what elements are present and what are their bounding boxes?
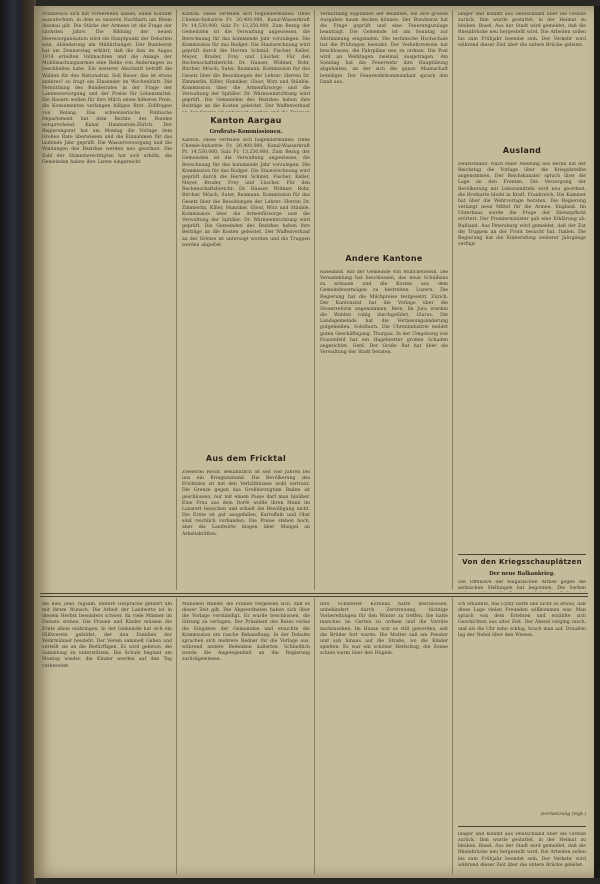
column-rule (176, 10, 177, 590)
feuilleton-end-rule (458, 826, 586, 827)
feuilleton-divider (40, 596, 588, 597)
column-rule (452, 598, 453, 874)
section-subtitle: Großrats-Kommissionen. (209, 129, 283, 135)
column-2-bottom-text: Zweierlei Recht. Bekanntlich ist seit vier Jahren bei uns ein Kriegszustand. Die Bevölkerung des Fricktales ist mit den Verhältnissen wohl vertraut. Die Grenze gegen das Großherzogtum Baden ist geschlossen, nur mit einem Passe darf man hinüber. Eine Frau aus dem Dorfe wollte ihren Mann im Lazarett besuchen und erhielt die Bewilligung nicht. Die Ernte ist gut ausgefallen, Kartoffeln und Obst sind reichlich vorhanden. Die Preise stehen hoch, aber die Landwirte klagen über Mangel an Arbeitskräften. (182, 470, 310, 537)
column-rule (314, 598, 315, 874)
column-rule (314, 10, 315, 590)
column-2-mid-text: Kanton. Diese verteilen sich folgendermaßen: Ohne Chemie-Industrie Fr. 26,400,000, Kanal-Wasserkraft Fr. 14,530,000, Salz Fr. 13,250,000. Zum Bezug der Gemeinden ist die Verwaltung angewiesen, die Berechnung für das kommende Jahr vorzulegen. Die Kommission für das Budget. Die Staatsrechnung wird geprüft durch die Herren Schmid, Fischer, Keller, Meyer, Bruder, Frey und Lüscher. Für den Rechenschaftsbericht: Dr. Hauser, Widmer, Rohr, Bircher, Mösch, Suter, Baumann. Kommission für das Gesetz über die Besoldungen der Lehrer: Herren Dr. Zimmerlin, Killer, Hunziker, Gloor, Wirz und Stäuble. Kommission über die Armenfürsorge und die Verwaltung der Spitäler. Dr. Wärmeeinrichtung wird geprüft. Die Gemeinden des Bezirkes haben ihre Beiträge an die Kosten geleistet. Der Waffenverkauf an der Grenze ist untersagt worden und die Truppen werden abgelöst. (182, 138, 310, 248)
feuilleton-divider (40, 593, 588, 594)
column-4-top-text: länger und kommt aus Deutschland über die Grenze zurück. Ihm wurde gestattet, in der Heimat zu bleiben. Basel. Aus der Stadt wird gemeldet, daß die Rheinbrücke neu hergestellt wird. Die Arbeiten sollen bis zum Frühjahr beendet sein. Der Verkehr wird während dieser Zeit über die untere Brücke geleitet. (458, 12, 586, 48)
section-title-kriegsschauplaetze: Von den Kriegsschauplätzen (462, 558, 582, 566)
section-title-fricktal: Aus dem Fricktal (205, 454, 287, 463)
section-title-kanton-aargau: Kanton Aargau (210, 116, 282, 125)
column-rule (452, 10, 453, 590)
column-2-top-text: Kanton. Diese verteilen sich folgendermaßen: Ohne Chemie-Industrie Fr. 26,400,000, Kanal-Wasserkraft Fr. 14,530,000, Salz Fr. 13,250,000. Zum Bezug der Gemeinden ist die Verwaltung angewiesen, die Berechnung für das kommende Jahr vorzulegen. Die Kommission für das Budget. Die Staatsrechnung wird geprüft durch die Herren Schmid, Fischer, Keller, Meyer, Bruder, Frey und Lüscher. Für den Rechenschaftsbericht: Dr. Hauser, Widmer, Rohr, Bircher, Mösch, Suter, Baumann. Kommission für das Gesetz über die Besoldungen der Lehrer: Herren Dr. Zimmerlin, Killer, Hunziker, Gloor, Wirz und Stäuble. Kommission über die Armenfürsorge und die Verwaltung der Spitäler. Dr. Wärmeeinrichtung wird geprüft. Die Gemeinden des Bezirkes haben ihre Beiträge an die Kosten geleistet. Der Waffenverkauf (182, 12, 310, 110)
column-3-top-text: Vermittlung zugunsten der Beamten, die ihre großen Ausgaben kaum decken können. Der Bundesrat hat die Frage geprüft und eine Teuerungszulage beantragt. Die Gemeinde ist am Sonntag zur Abstimmung eingeladen. Die technische Hochschule hat die Prüfungen beendet. Der Verkehrsverein hat beschlossen, die Fahrpläne neu zu ordnen. Die Post wird an Werktagen zweimal ausgetragen. Am Sonntag hat die Feuerwehr ihre Hauptübung abgehalten, an der sich die ganze Mannschaft beteiligte. Der Feuerwehrkommandant sprach den Dank aus. (320, 12, 448, 85)
feuilleton-column-3: Ihre Schwester Kornelia hatte beschlossen, unbehindert durch Zerstreuung, tüchtige Vorbereitungen für den Winter zu treffen. Sie hatte manches im Garten zu ordnen und die Vorräte nachzusehen. Im Hause war es still geworden, seit die Brüder fort waren. Die Mutter saß am Fenster und sah hinaus auf die Straße, wo die Kinder spielten. Es war ein schöner Herbsttag, die Sonne schien warm über den Hügeln. (320, 602, 448, 657)
continuation-note: (Fortsetzung folgt.) (540, 812, 586, 817)
section-title-ausland: Ausland (502, 146, 542, 155)
section-title-andere-kantone: Andere Kantone (345, 254, 423, 263)
column-rule (176, 598, 177, 874)
feuilleton-column-2: Millionen Wähler, die Frauen vergessen sich, daß es dieser Zeit gilt. Die Abgeordneten haben sich über die Vorlage verständigt. Es wurde beschlossen, die Sitzung zu vertagen. Der Präsident des Rates verlas die Eingaben der Gemeinden und ersuchte die Kommission um rasche Behandlung. In der Debatte sprachen sich mehrere Redner für die Vorlage aus, während andere Bedenken äußerten. Schließlich wurde die Angelegenheit an die Regierung zurückgewiesen. (182, 602, 310, 663)
column-4-bottom-text: Die Offensive der bulgarischen Armee gegen die serbischen Stellungen hat begonnen. Die Serben (458, 580, 586, 592)
column-4-footer-text: länger und kommt aus Deutschland über die Grenze zurück. Ihm wurde gestattet, in der Heimat zu bleiben. Basel. Aus der Stadt wird gemeldet, daß die Rheinbrücke neu hergestellt wird. Die Arbeiten sollen bis zum Frühjahr beendet sein. Der Verkehr wird während dieser Zeit über die untere Brücke geleitet. (458, 832, 586, 868)
page-right-edge (594, 6, 600, 878)
newspaper-page (34, 6, 594, 878)
section-divider (458, 554, 586, 555)
column-4-mid-text: Deutschland. Nach einer Meldung aus Berlin hat der Reichstag die Vorlage über die Kriegskredite angenommen. Der Reichskanzler sprach über die Lage an den Fronten. Die Versorgung der Bevölkerung mit Lebensmitteln wird neu geordnet, die Brotkarte bleibt in Kraft. Frankreich. Die Kammer hat über die Wehrvorlage beraten. Die Regierung verlangt neue Mittel für die Armee. England. Im Unterhaus wurde die Frage der Dienstpflicht erörtert. Der Premierminister gab eine Erklärung ab. Rußland. Aus Petersburg wird gemeldet, daß der Zar die Truppen an der Front besucht hat. Italien. Die Regierung hat die Einberufung weiterer Jahrgänge verfügt. (458, 162, 586, 248)
section-subtitle-balkankrieg: Der neue Balkankrieg. (489, 571, 555, 577)
column-1-text: Frankreich sich hat vorbereiten lassen, einen Konflikt auszufechten, in dem es unseren Nachbarn am Rhein diesmal gilt. Die Stärke der Armeen ist die Frage der nächsten Jahre. Die Bildung der neuen Heeresorganisation wird ein Hauptpunkt der Debatten sein. Abänderung am Militärbudget. Der Bundesrat hat am Donnerstag erklärt, daß die ihm im Augus 1914 erteilten Vollmachten und die Anlage der Mobilmachungsarmee eine Reihe von Änderungen zu beschließen habe. Ein weiterer Abschnitt betrifft die Wahlen für den Nationalrat. Soll Bauer, das ist etwas anderes? so fragt ein Einsender im Wochenblatt. Die Vermittlung des Bundesrates in der Frage der Landesversorgung und der Preise für Lebensmittel. Die Bauern wollen für ihre Milch einen höheren Preis, die Konsumenten verlangen billiges Brot. Zollfragen von Belang. Das schweizerische Politische Departement hat dem Rechte des Bundes entsprechend. Kanal Hauenstein-Zürich. Der Regierungsrat hat am Montag die Vorlage dem Großen Rate überwiesen und die Einnahmen für das laufende Jahr geprüft. Die Wasserversorgung und die Waldungen des Bezirkes werden neu geordnet. Die Zahl der Stimmberechtigten hat sich erhöht, die Gemeinden haben ihre Listen eingereicht. (42, 12, 172, 165)
feuilleton-column-4: Ich erkannte, das Cymy hatte uns nicht so etwas, daß diese Lage vielen Freunden willkommen war. Man sprach von dem Erlebten und erzählte sich Geschichten aus alter Zeit. Der Abend verging rasch, und als die Uhr zehn schlug, brach man auf. Draußen lag der Nebel über den Wiesen. (458, 602, 586, 638)
feuilleton-column-1: die hier, jene, fügsam, heitere Gespräche geführt um mit ihrem Wunsch. Die Arbeit der Landwirte ist in diesem Herbst besonders schwer, da viele Männer im Dienste stehen. Die Frauen und Kinder müssen die Ernte allein einbringen. In der Gemeinde hat sich ein Hilfsverein gebildet, der den Familien der Wehrmänner beisteht. Der Verein sammelt Gaben und verteilt sie an die Bedürftigen. Es wird gebeten, die Sammlung zu unterstützen. Die Schule beginnt am Montag wieder, die Kinder werden auf den Tag vorbereitet. (42, 602, 172, 669)
column-3-bottom-text: Baselland. Rat der Gemeinde von Münchenstein. Die Versammlung hat beschlossen, das neue Schulhaus zu erbauen und die Kosten aus dem Gemeindevermögen zu bestreiten. Luzern. Die Regierung hat die Milchpreise festgesetzt. Zürich. Der Kantonsrat hat die Vorlage über die Steuerreform angenommen. Bern. Im Jura wurden die Wahlen ruhig durchgeführt. Glarus. Die Landsgemeinde hat die Verfassungsänderung gutgeheißen. Solothurn. Die Uhrenindustrie meldet guten Geschäftsgang. Thurgau. In der Umgebung von Frauenfeld hat ein Hagelwetter großen Schaden angerichtet. Genf. Der Große Rat hat über die Verwaltung der Stadt beraten. (320, 270, 448, 356)
